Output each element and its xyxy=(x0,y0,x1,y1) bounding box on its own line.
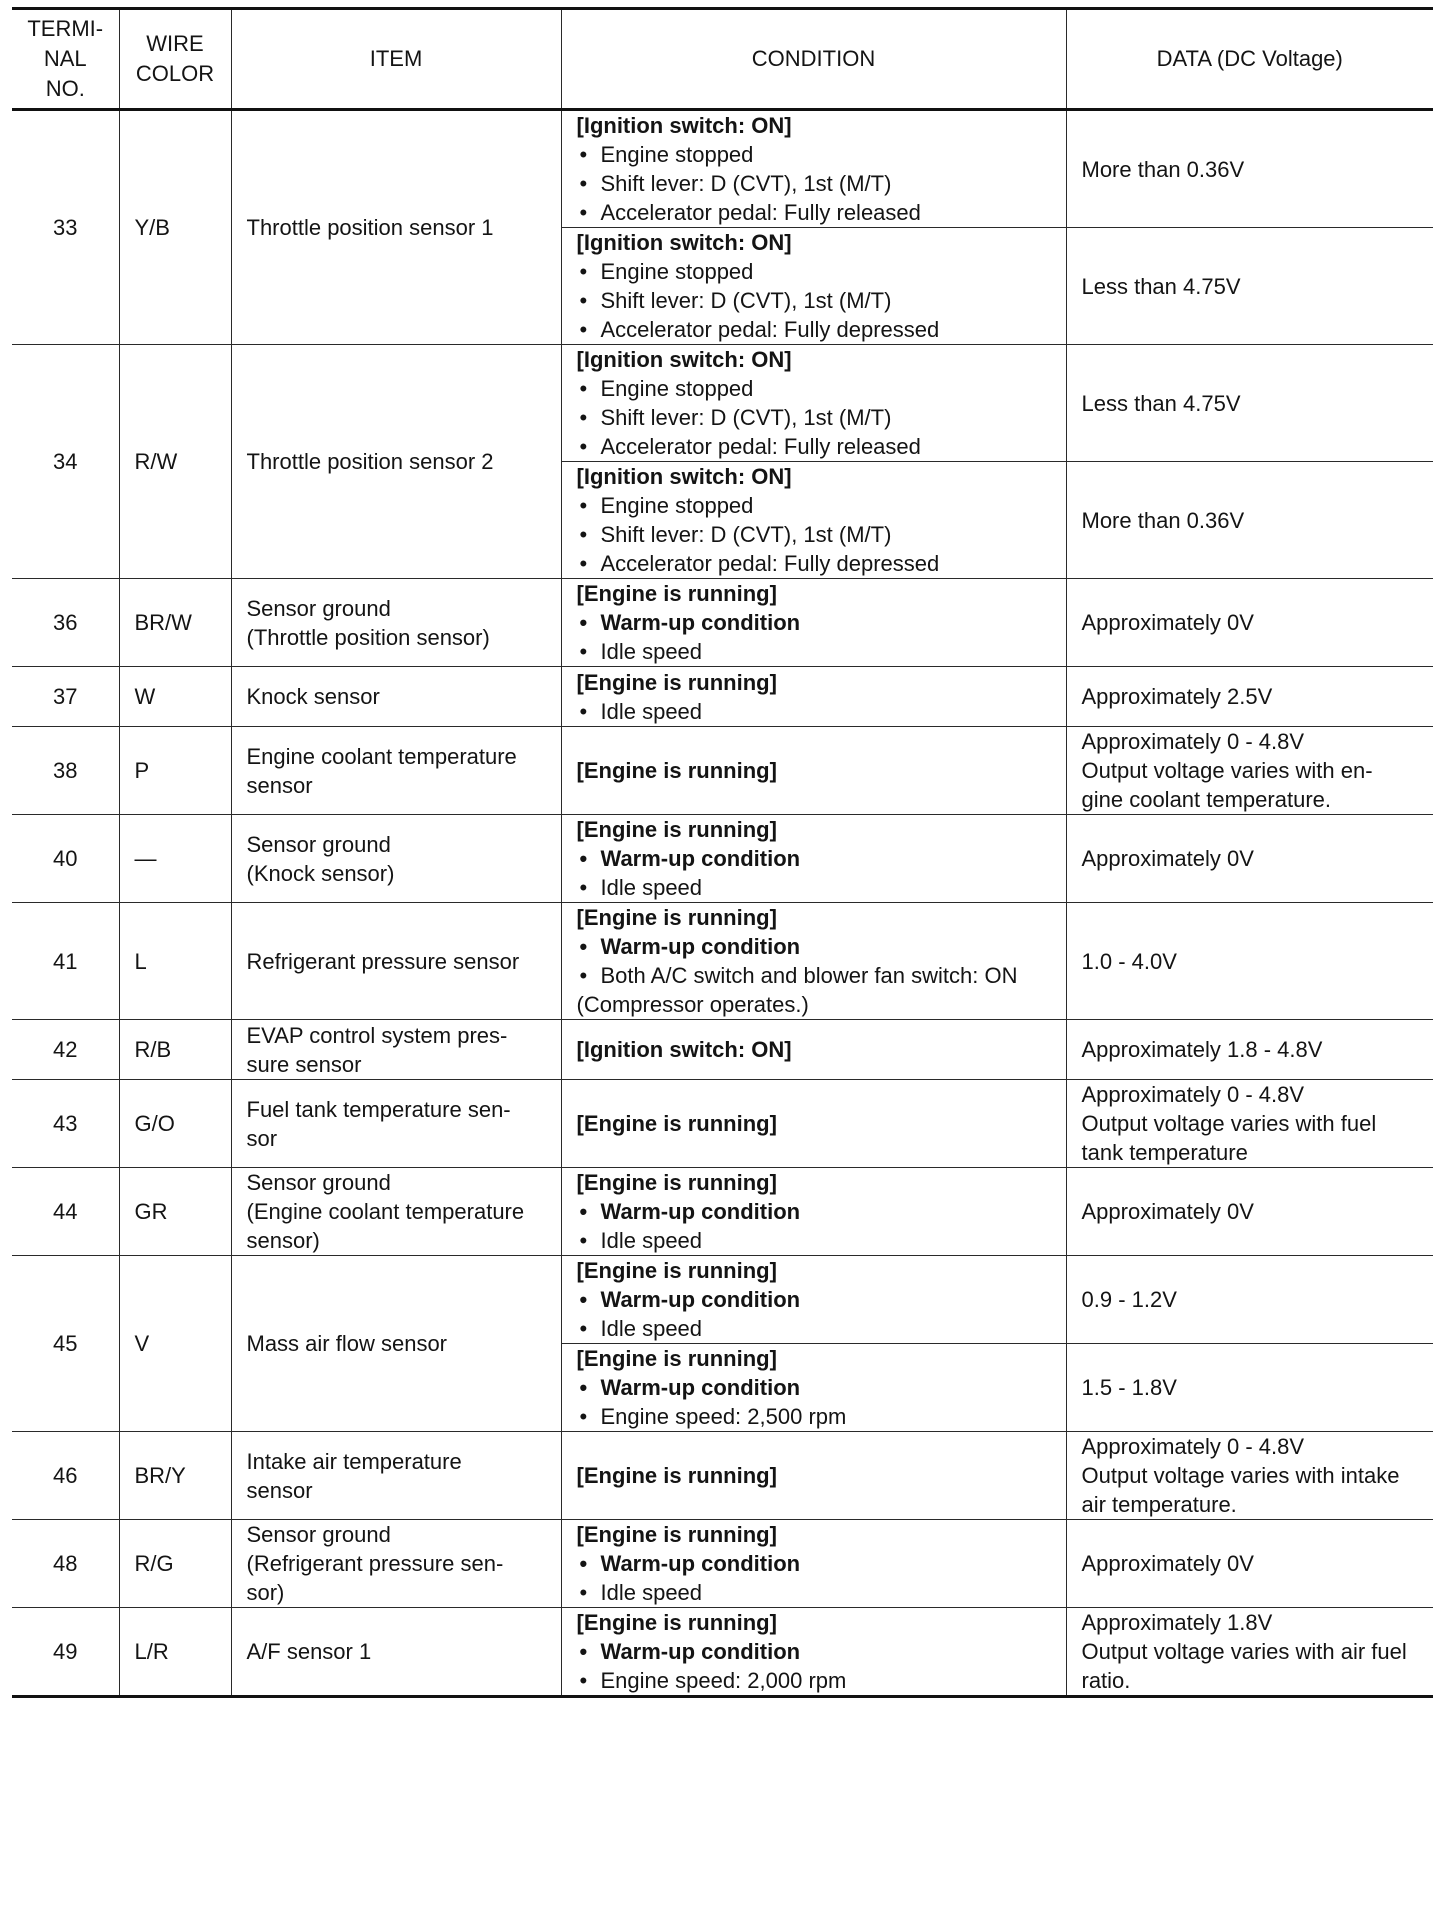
table-row xyxy=(12,579,1433,667)
data-line: Approximately 0 - 4.8V xyxy=(1081,729,1305,754)
item-line: Throttle position sensor 1 xyxy=(246,215,494,240)
data-voltage-cell xyxy=(1066,1080,1433,1168)
condition-bullet: • Shift lever: D (CVT), 1st (M/T) xyxy=(577,403,1051,432)
condition-bullet: • Warm-up condition xyxy=(577,932,1051,961)
item-cell xyxy=(231,1080,561,1168)
item-line: Sensor ground xyxy=(246,1522,391,1547)
item-cell xyxy=(231,1020,561,1080)
header-terminal-no xyxy=(12,9,119,110)
condition-cell xyxy=(561,1080,1066,1168)
header-item: ITEM xyxy=(231,9,561,110)
condition-heading: [Engine is running] xyxy=(576,581,777,606)
item-line: Fuel tank temperature sen- xyxy=(246,1096,511,1122)
item-cell xyxy=(231,667,561,727)
condition-bullet: • Engine speed: 2,000 rpm xyxy=(577,1666,1051,1695)
terminal-no-cell: 48 xyxy=(12,1520,119,1608)
condition-bullet: • Shift lever: D (CVT), 1st (M/T) xyxy=(577,520,1051,549)
data-line: tank temperature xyxy=(1081,1140,1248,1165)
data-line: More than 0.36V xyxy=(1081,507,1245,533)
item-line: Engine coolant temperature xyxy=(246,743,517,769)
condition-heading: [Engine is running] xyxy=(576,1111,777,1136)
data-voltage-cell xyxy=(1066,579,1433,667)
condition-heading: [Engine is running] xyxy=(576,1463,777,1488)
condition-bullet: • Accelerator pedal: Fully released xyxy=(577,198,1051,227)
data-line: Less than 4.75V xyxy=(1081,273,1241,299)
condition-bullet: • Engine stopped xyxy=(577,140,1051,169)
data-voltage-cell xyxy=(1066,1344,1433,1432)
data-line: Approximately 2.5V xyxy=(1081,684,1273,709)
data-line: Less than 4.75V xyxy=(1081,390,1241,416)
header-terminal-line: NAL xyxy=(43,46,87,71)
condition-cell xyxy=(561,1020,1066,1080)
condition-cell xyxy=(561,1344,1066,1432)
condition-bullet: • Warm-up condition xyxy=(577,1549,1051,1578)
condition-bullet: • Accelerator pedal: Fully depressed xyxy=(577,315,1051,344)
table-row xyxy=(12,1256,1433,1344)
condition-bullet: • Engine stopped xyxy=(577,257,1051,286)
item-line: Throttle position sensor 2 xyxy=(246,449,494,474)
item-line: Knock sensor xyxy=(246,684,380,709)
condition-heading: [Engine is running] xyxy=(576,905,777,930)
item-line: sensor xyxy=(246,1477,313,1503)
item-line: A/F sensor 1 xyxy=(246,1639,372,1664)
condition-heading: [Ignition switch: ON] xyxy=(576,464,792,489)
data-voltage-cell xyxy=(1066,1256,1433,1344)
condition-heading: [Engine is running] xyxy=(576,669,777,695)
condition-cell xyxy=(561,1432,1066,1520)
item-cell xyxy=(231,1256,561,1432)
wire-color-cell: R/W xyxy=(119,345,231,579)
item-line: sor) xyxy=(246,1580,285,1605)
condition-bullet: • Shift lever: D (CVT), 1st (M/T) xyxy=(577,286,1051,315)
wire-color-cell: BR/Y xyxy=(119,1432,231,1520)
table-row xyxy=(12,1080,1433,1168)
terminal-no-cell: 43 xyxy=(12,1080,119,1168)
item-line: EVAP control system pres- xyxy=(246,1022,508,1048)
data-line: Output voltage varies with intake xyxy=(1081,1463,1400,1488)
terminal-no-cell: 44 xyxy=(12,1168,119,1256)
condition-cell xyxy=(561,228,1066,345)
table-row xyxy=(12,1168,1433,1256)
wire-color-cell: BR/W xyxy=(119,579,231,667)
table-row xyxy=(12,110,1433,228)
data-line: Approximately 0 - 4.8V xyxy=(1081,1434,1305,1459)
data-voltage-cell xyxy=(1066,1432,1433,1520)
condition-heading: [Ignition switch: ON] xyxy=(576,347,792,372)
condition-bullet: • Engine stopped xyxy=(577,491,1051,520)
condition-heading: [Engine is running] xyxy=(576,817,777,842)
terminal-no-cell: 38 xyxy=(12,727,119,815)
data-voltage-cell xyxy=(1066,462,1433,579)
data-line: Approximately 0V xyxy=(1081,1199,1254,1224)
condition-bullet: • Both A/C switch and blower fan switch: ON xyxy=(577,961,1051,990)
header-data: DATA (DC Voltage) xyxy=(1066,9,1433,110)
table-row xyxy=(12,1020,1433,1080)
item-cell xyxy=(231,815,561,903)
item-cell xyxy=(231,345,561,579)
condition-bullet: • Accelerator pedal: Fully released xyxy=(577,432,1051,461)
item-line: Sensor ground xyxy=(246,595,391,621)
condition-cell xyxy=(561,345,1066,462)
item-cell xyxy=(231,1168,561,1256)
wire-color-cell: P xyxy=(119,727,231,815)
data-line: air temperature. xyxy=(1081,1492,1237,1517)
terminal-no-cell: 40 xyxy=(12,815,119,903)
condition-cell xyxy=(561,1256,1066,1344)
condition-bullet: • Accelerator pedal: Fully depressed xyxy=(577,549,1051,578)
data-line: Approximately 0V xyxy=(1081,1551,1254,1576)
condition-cell xyxy=(561,815,1066,903)
condition-cell xyxy=(561,110,1066,228)
header-terminal-line: TERMI- xyxy=(27,16,104,41)
item-cell xyxy=(231,1432,561,1520)
terminal-no-cell: 36 xyxy=(12,579,119,667)
condition-bullet: • Shift lever: D (CVT), 1st (M/T) xyxy=(577,169,1051,198)
wire-color-cell: V xyxy=(119,1256,231,1432)
item-line: Mass air flow sensor xyxy=(246,1331,448,1356)
header-row xyxy=(12,9,1433,110)
condition-heading: [Engine is running] xyxy=(576,1610,777,1635)
table-row xyxy=(12,815,1433,903)
wire-color-cell: GR xyxy=(119,1168,231,1256)
condition-bullet: • Warm-up condition xyxy=(577,1197,1051,1226)
table-row xyxy=(12,903,1433,1020)
condition-bullet: • Warm-up condition xyxy=(577,1637,1051,1666)
condition-bullet: • Idle speed xyxy=(577,637,1051,666)
data-line: Output voltage varies with en- xyxy=(1081,758,1373,783)
data-line: ratio. xyxy=(1081,1668,1131,1693)
item-line: Sensor ground xyxy=(246,1170,391,1195)
data-line: 1.0 - 4.0V xyxy=(1081,948,1177,974)
condition-heading: [Ignition switch: ON] xyxy=(576,1037,792,1062)
wire-color-cell: L/R xyxy=(119,1608,231,1697)
data-line: Approximately 1.8V xyxy=(1081,1610,1273,1635)
terminal-no-cell: 33 xyxy=(12,110,119,345)
condition-bullet: • Idle speed xyxy=(577,1578,1051,1607)
condition-bullet: • Engine speed: 2,500 rpm xyxy=(577,1402,1051,1431)
condition-heading: [Engine is running] xyxy=(576,758,777,783)
wire-color-cell: G/O xyxy=(119,1080,231,1168)
header-terminal-line: NO. xyxy=(45,76,85,101)
condition-bullet: • Idle speed xyxy=(577,1226,1051,1255)
terminal-no-cell: 49 xyxy=(12,1608,119,1697)
condition-heading: [Engine is running] xyxy=(576,1522,777,1547)
table-row xyxy=(12,727,1433,815)
data-voltage-cell xyxy=(1066,228,1433,345)
item-cell xyxy=(231,1520,561,1608)
data-line: Approximately 0V xyxy=(1081,846,1254,871)
data-voltage-cell xyxy=(1066,1020,1433,1080)
condition-heading: [Ignition switch: ON] xyxy=(576,230,792,255)
item-line: sor xyxy=(246,1125,278,1151)
data-voltage-cell xyxy=(1066,903,1433,1020)
item-line: sensor xyxy=(246,772,313,798)
terminal-data-table xyxy=(12,7,1433,1698)
condition-bullet: • Engine stopped xyxy=(577,374,1051,403)
wire-color-cell: L xyxy=(119,903,231,1020)
terminal-no-cell: 37 xyxy=(12,667,119,727)
wire-color-cell: — xyxy=(119,815,231,903)
item-line: Intake air temperature xyxy=(246,1448,462,1474)
data-line: 0.9 - 1.2V xyxy=(1081,1287,1177,1312)
wire-color-cell: R/B xyxy=(119,1020,231,1080)
condition-cell xyxy=(561,462,1066,579)
item-cell xyxy=(231,110,561,345)
condition-bullet: • Warm-up condition xyxy=(577,608,1051,637)
data-voltage-cell xyxy=(1066,667,1433,727)
terminal-no-cell: 46 xyxy=(12,1432,119,1520)
item-line: (Refrigerant pressure sen- xyxy=(246,1551,504,1576)
condition-note: (Compressor operates.) xyxy=(576,992,809,1017)
wire-color-cell: W xyxy=(119,667,231,727)
terminal-no-cell: 42 xyxy=(12,1020,119,1080)
condition-cell xyxy=(561,667,1066,727)
item-line: Sensor ground xyxy=(246,831,391,857)
data-line: More than 0.36V xyxy=(1081,156,1245,182)
data-voltage-cell xyxy=(1066,815,1433,903)
item-line: (Engine coolant temperature xyxy=(246,1199,525,1224)
table-row xyxy=(12,1608,1433,1697)
table-row xyxy=(12,1432,1433,1520)
condition-bullet: • Warm-up condition xyxy=(577,844,1051,873)
data-voltage-cell xyxy=(1066,1520,1433,1608)
condition-cell xyxy=(561,1608,1066,1697)
condition-bullet: • Idle speed xyxy=(577,873,1051,902)
item-cell xyxy=(231,727,561,815)
condition-cell xyxy=(561,903,1066,1020)
item-cell xyxy=(231,579,561,667)
condition-heading: [Engine is running] xyxy=(576,1170,777,1195)
data-line: Output voltage varies with fuel xyxy=(1081,1111,1377,1136)
data-line: Approximately 0 - 4.8V xyxy=(1081,1082,1305,1107)
condition-bullet: • Idle speed xyxy=(577,1314,1051,1343)
condition-bullet: • Idle speed xyxy=(577,697,1051,726)
condition-heading: [Engine is running] xyxy=(576,1346,777,1371)
data-line: Approximately 1.8 - 4.8V xyxy=(1081,1037,1323,1062)
condition-bullet: • Warm-up condition xyxy=(577,1285,1051,1314)
item-cell xyxy=(231,1608,561,1697)
terminal-no-cell: 34 xyxy=(12,345,119,579)
condition-cell xyxy=(561,727,1066,815)
item-line: sensor) xyxy=(246,1228,320,1253)
data-line: 1.5 - 1.8V xyxy=(1081,1375,1177,1400)
item-line: sure sensor xyxy=(246,1051,362,1077)
data-line: Approximately 0V xyxy=(1081,610,1254,635)
header-wire-line: WIRE xyxy=(146,31,204,56)
wire-color-cell: Y/B xyxy=(119,110,231,345)
data-voltage-cell xyxy=(1066,110,1433,228)
table-row xyxy=(12,345,1433,462)
header-wire-color xyxy=(119,9,231,110)
data-line: gine coolant temperature. xyxy=(1081,787,1331,812)
header-condition: CONDITION xyxy=(561,9,1066,110)
table-row xyxy=(12,667,1433,727)
item-cell xyxy=(231,903,561,1020)
header-wire-line: COLOR xyxy=(135,61,215,86)
wire-color-cell: R/G xyxy=(119,1520,231,1608)
terminal-no-cell: 45 xyxy=(12,1256,119,1432)
condition-heading: [Engine is running] xyxy=(576,1258,777,1283)
table-row xyxy=(12,1520,1433,1608)
table-body xyxy=(12,110,1433,1697)
data-line: Output voltage varies with air fuel xyxy=(1081,1639,1407,1664)
item-line: (Knock sensor) xyxy=(246,860,395,886)
condition-cell xyxy=(561,579,1066,667)
condition-bullet: • Warm-up condition xyxy=(577,1373,1051,1402)
item-line: (Throttle position sensor) xyxy=(246,624,490,650)
condition-heading: [Ignition switch: ON] xyxy=(576,113,792,138)
data-voltage-cell xyxy=(1066,345,1433,462)
data-voltage-cell xyxy=(1066,1608,1433,1697)
terminal-no-cell: 41 xyxy=(12,903,119,1020)
data-voltage-cell xyxy=(1066,1168,1433,1256)
condition-cell xyxy=(561,1168,1066,1256)
data-voltage-cell xyxy=(1066,727,1433,815)
item-line: Refrigerant pressure sensor xyxy=(246,948,520,974)
condition-cell xyxy=(561,1520,1066,1608)
